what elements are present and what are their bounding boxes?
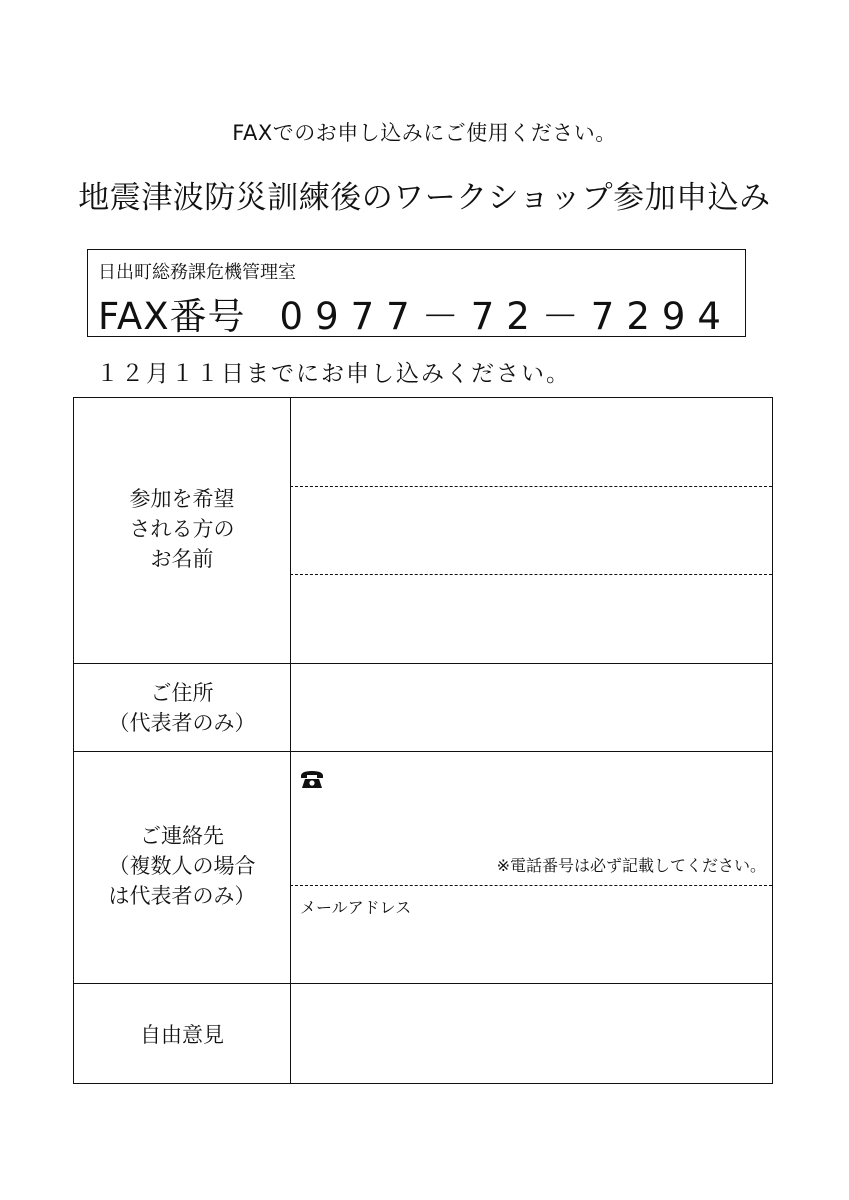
name-field-3[interactable] — [292, 575, 772, 663]
page-title: 地震津波防災訓練後のワークショップ参加申込み — [78, 180, 771, 216]
opinion-label — [74, 1020, 290, 1050]
contact-divider — [290, 885, 772, 886]
opinion-field[interactable] — [292, 985, 772, 1083]
address-label-line: （代表者のみ） — [108, 711, 256, 735]
row-divider — [74, 983, 772, 984]
fax-office-name: 日出町総務課危機管理室 — [98, 262, 296, 283]
address-field[interactable] — [292, 665, 772, 751]
name-label-line: 参加を希望 — [129, 487, 235, 511]
row-divider — [74, 751, 772, 752]
deadline-text: １２月１１日までにお申し込みください。 — [96, 361, 571, 387]
intro-text: FAXでのお申し込みにご使用ください。 — [232, 121, 617, 145]
name-field-2[interactable] — [292, 487, 772, 574]
name-label — [74, 484, 290, 574]
fax-number-line — [98, 286, 733, 340]
email-field[interactable] — [292, 887, 772, 983]
name-label-line: される方の — [129, 517, 235, 541]
address-label-line: ご住所 — [150, 681, 214, 705]
email-label: メールアドレス — [300, 898, 412, 917]
row-divider — [74, 663, 772, 664]
fax-number-value: 0977－72－7294 — [279, 295, 733, 338]
name-field-1[interactable] — [292, 398, 772, 486]
contact-label-line: ご連絡先 — [140, 824, 224, 848]
column-divider — [290, 398, 291, 1083]
fax-info-box — [87, 249, 746, 337]
contact-label-line: は代表者のみ） — [108, 884, 256, 908]
contact-label-line: （複数人の場合 — [108, 854, 256, 878]
application-form-table — [73, 397, 773, 1084]
address-label — [74, 678, 290, 738]
opinion-label-text: 自由意見 — [140, 1023, 224, 1047]
name-label-line: お名前 — [150, 547, 214, 571]
phone-required-note: ※電話番号は必ず記載してください。 — [496, 856, 766, 875]
contact-label — [74, 821, 290, 911]
fax-number-label: FAX番号 — [98, 295, 246, 338]
